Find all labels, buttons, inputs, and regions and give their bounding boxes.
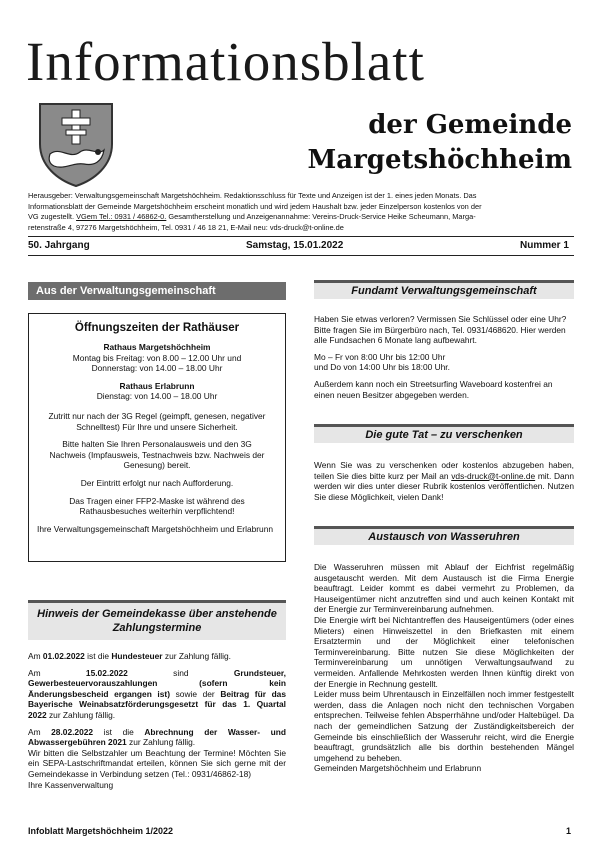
payment-paragraph: Wir bitten die Selbstzahler um Beachtung der Termine! Möchten Sie ein SEPA-Lastschriftmandat erteilen, können Sie sich gerne mit der Gemeindekasse in Verbindung setzen (Tel.: 0931/46862-18)	[28, 747, 286, 779]
footer-title: Infoblatt Margetshöchheim 1/2022	[28, 826, 174, 836]
divider	[28, 255, 574, 256]
hours-line: Donnerstag: von 14.00 – 18.00 Uhr	[91, 363, 223, 374]
paragraph: Die Wasseruhren müssen mit Ablauf der Eichfrist regelmäßig ausgetauscht werden. Mit dem Austausch ist die Firma Energie beauftragt. Leider kommt es dabei vermehrt zu Problemen, da Hauseigentümer nicht anzutreffen sind und auch keinen Kontakt mit der Energie zur Terminvereinbarung aufnehmen.	[314, 562, 574, 615]
closing: Ihre Verwaltungsgemeinschaft Margetshöchheim und Erlabrunn	[37, 523, 274, 534]
masthead-subtitle-1: der Gemeinde	[368, 110, 572, 140]
imprint-line: Informationsblatt der Gemeinde Margetshöchheim erscheint monatlich und wird jedem Haushalt bzw. jeder Einzelperson kostenlos von der	[28, 201, 482, 211]
fundamt-body	[314, 314, 574, 400]
masthead-subtitle-2: Margetshöchheim	[307, 145, 572, 175]
masthead-title: Informationsblatt	[26, 31, 425, 92]
note: Das Tragen einer FFP2-Maske ist während des Rathausbesuches weiterhin verpflichtend!	[69, 495, 245, 517]
opening-hours-box	[28, 313, 286, 562]
gute-tat-body	[314, 460, 574, 502]
note: Zutritt nur nach der 3G Regel (geimpft, genesen, negativer Schnelltest) Für Ihre und unsere Sicherheit.	[48, 410, 266, 432]
issue-number: Nummer 1	[520, 240, 569, 251]
paragraph: Haben Sie etwas verloren? Vermissen Sie Schlüssel oder eine Uhr?	[314, 314, 567, 324]
section-title-gute-tat: Die gute Tat – zu verschenken	[314, 424, 574, 443]
payment-paragraph: Am 01.02.2022 ist die Hundesteuer zur Zahlung fällig.	[28, 651, 231, 661]
divider	[28, 236, 574, 237]
paragraph: Mo – Fr von 8:00 Uhr bis 12:00 Uhr	[314, 351, 446, 362]
hours-line: Dienstag: von 14.00 – 18.00 Uhr	[96, 391, 218, 402]
paragraph: und Do von 14:00 Uhr bis 18:00 Uhr.	[314, 362, 450, 373]
paragraph: Bitte fragen Sie im Bürgerbüro nach, Tel. 0931/468620. Hier werden alle Fundsachen 6 Monate lang aufbewahrt.	[314, 324, 566, 346]
town-hall-heading: Rathaus Erlabrunn	[119, 380, 195, 391]
section-title-fundamt: Fundamt Verwaltungsgemeinschaft	[314, 280, 574, 299]
note: Bitte halten Sie Ihren Personalausweis und den 3G Nachweis (Impfausweis, Testnachweis bzw. Nachweis der Genesung) bereit.	[49, 439, 265, 471]
signature: Gemeinden Margetshöchheim und Erlabrunn	[314, 763, 482, 774]
note: Der Eintritt erfolgt nur nach Aufforderung.	[80, 477, 234, 488]
paragraph: Leider muss beim Uhrentausch in Einzelfällen noch immer festgestellt werden, dass die Anlagen noch nicht den technischen Vorgaben entsprechen. Teilweise fehlen Absperrhähne und/oder Haltebügel. Da nach der gemeindlichen Satzung der Zuständigkeitsbereich der Gemeinde bis einschließlich der Wasseruhr reicht, wird die Energie beauftragt, grundsätzlich alle bis dorthin bestehenden Mängel umgehend zu beheben.	[314, 689, 574, 763]
paragraph: Wenn Sie was zu verschenken oder kostenlos abzugeben haben, teilen Sie dies bitte kurz per Mail an vds-druck@t-online.de mit. Dann werden wir dies unter dieser Rubrik kostenlos veröffentlichen. Nutzen Sie diese Möglichkeit, vielen Dank!	[314, 460, 574, 502]
coat-of-arms-logo	[36, 100, 116, 188]
town-hall-heading: Rathaus Margetshöchheim	[103, 342, 211, 352]
section-title-vgem: Aus der Verwaltungsgemeinschaft	[28, 282, 286, 300]
imprint-line: Herausgeber: Verwaltungsgemeinschaft Margetshöchheim. Redaktionsschluss für Texte und Anzeigen ist der 1. eines jeden Monats. Das	[28, 191, 477, 200]
paragraph: Außerdem kann noch ein Streetsurfing Waveboard kostenfrei an einen neuen Besitzer abgegeben werden.	[314, 378, 553, 400]
payment-paragraph: Am 15.02.2022 sind Grundsteuer, Gewerbesteuervorauszahlungen (sofern kein Änderungsbescheid ergangen ist) sowie der Beitrag für das Bayerische Weinabsatzförderungsgesetzt für das 1. Quartal 2022 zur Zahlung fällig.	[28, 667, 286, 720]
signature: Ihre Kassenverwaltung	[28, 779, 114, 790]
payment-paragraph: Am 28.02.2022 ist die Abrechnung der Wasser- und Abwassergebühren 2021 zur Zahlung fällig.	[28, 726, 287, 748]
hours-line: Montag bis Freitag: von 8.00 – 12.00 Uhr und	[72, 352, 242, 363]
wasseruhren-body	[314, 562, 574, 774]
section-title-wasseruhren: Austausch von Wasseruhren	[314, 526, 574, 545]
issue-volume: 50. Jahrgang	[28, 240, 90, 251]
issue-date: Samstag, 15.01.2022	[246, 240, 344, 251]
paragraph: Die Energie wirft bei Nichtantreffen des Hauseigentümers (oder eines Mieters) einen Hinweiszettel in den Briefkasten mit einem Ersatztermin und der Möglichkeit einer telefonischen Terminvereinbarung. Bitte nutzen Sie diese Möglichkeiten der Terminvereinbarung um unnötigen Verwaltungsaufwand zu vermeiden. Anfallende Mehrkosten werden Ihnen künftig direkt von der Energie in Rechnung gestellt.	[314, 614, 574, 689]
imprint	[28, 191, 574, 233]
section-title-hinweis: Hinweis der Gemeindekasse über anstehende Zahlungstermine	[28, 600, 286, 640]
page-number: 1	[566, 826, 572, 836]
hinweis-body	[28, 651, 286, 790]
imprint-line: VG zugestellt. VGem Tel.: 0931 / 46862-0. Gesamtherstellung und Anzeigenannahme: Vereins-Druck-Service Heike Scheumann, Marga-	[28, 212, 476, 221]
vgem-phone-link[interactable]: VGem Tel.: 0931 / 46862-0.	[76, 212, 167, 221]
email-link[interactable]: vds-druck@t-online.de	[451, 470, 536, 481]
imprint-line: retenstraße 4, 97276 Margetshöchheim, Tel. 0931 / 46 18 21, E-Mail neu: vds-druck@t-online.de	[28, 222, 344, 232]
opening-hours-heading: Öffnungszeiten der Rathäuser	[74, 322, 240, 334]
